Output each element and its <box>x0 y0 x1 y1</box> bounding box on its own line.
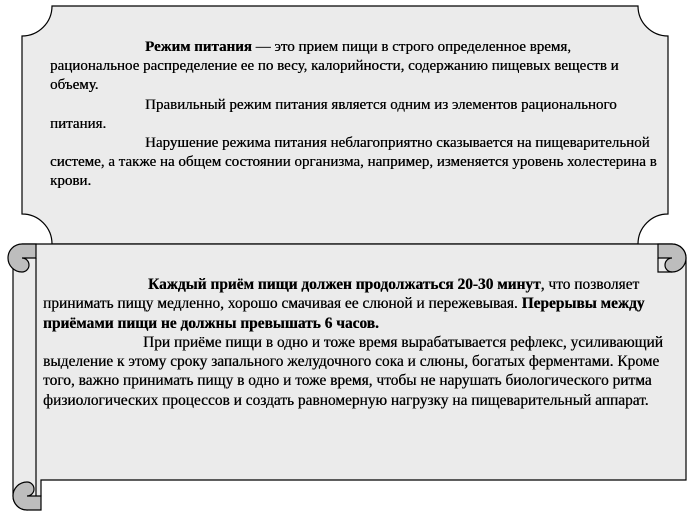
scroll-bold-intervals: Перерывы между приёмами пищи не должны превышать 6 часов. <box>43 295 645 332</box>
plaque-text <box>50 38 660 192</box>
scroll-bold-duration: Каждый приём пищи должен продолжаться 20-30 минут <box>148 276 541 293</box>
plaque-paragraph-2-text: Правильный режим питания является одним из элементов рационального питания. <box>50 96 617 132</box>
plaque-paragraph-1 <box>50 38 660 96</box>
plaque-definition: — это прием пищи в строго определенное время, рациональное распределение ее по весу, калорийности, содержанию пищевых веществ и объему. <box>50 39 619 94</box>
plaque-term: Режим питания <box>145 39 252 55</box>
plaque-paragraph-3 <box>50 134 660 192</box>
scroll-paragraph-2-text: При приёме пищи в одно и тоже время вырабатывается рефлекс, усиливающий выделение к этому сроку запального желудочного сока и слюны, богатых ферментами. Кроме того, важно принимать пищу в одно и тоже время, чтобы не нарушать биологического ритма физиологических процессов и создать равномерную нагрузку на пищеварительный аппарат. <box>43 333 663 409</box>
plaque-paragraph-3-text: Нарушение режима питания неблагоприятно сказывается на пищеварительной системе, а также на общем состоянии организма, например, изменяется уровень холестерина в крови. <box>50 135 657 190</box>
scroll-paragraph-1 <box>43 275 683 333</box>
scroll-paragraph-2 <box>43 333 683 410</box>
plaque-paragraph-2 <box>50 96 660 134</box>
scroll-text-a: , что позволяет принимать пищу медленно, хорошо смачивая ее слюной и пережевывая. <box>43 276 640 313</box>
scroll-text <box>43 275 683 410</box>
